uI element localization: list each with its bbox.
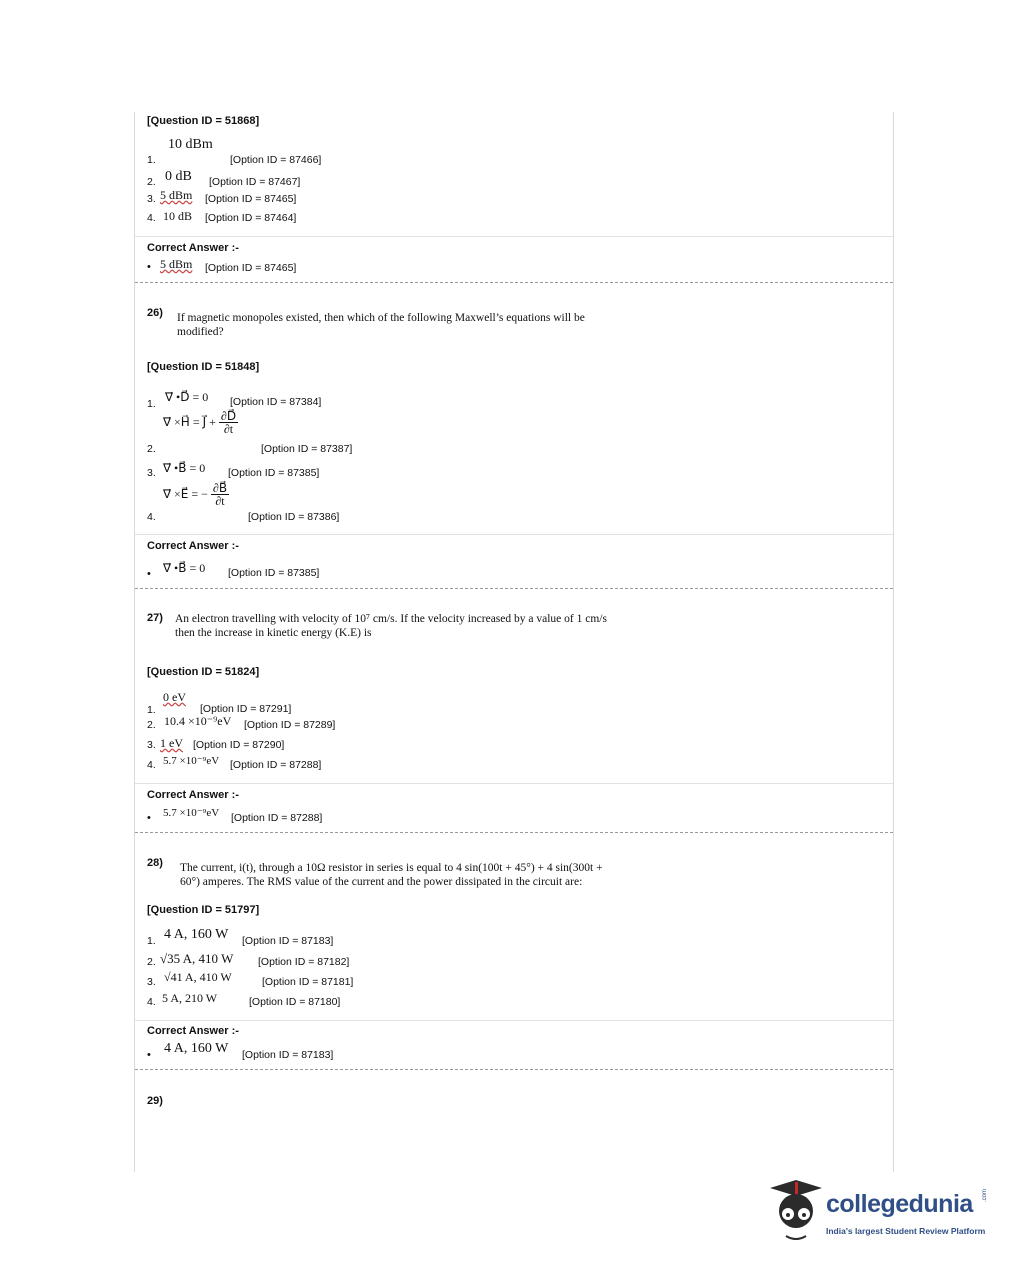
answer-value: 5.7 ×10⁻⁹eV bbox=[163, 807, 220, 819]
question-text: The current, i(t), through a 10Ω resistor in series is equal to 4 sin(100t + 45°) + 4 sin(300t + 60°) amperes. The RMS value of the current and the power dissipated in the circuit are: bbox=[180, 862, 603, 888]
brand-suffix: .com bbox=[982, 1188, 988, 1202]
option-2-num: 2. bbox=[147, 719, 156, 731]
option-4-id: [Option ID = 87464] bbox=[205, 212, 297, 224]
question-text: An electron travelling with velocity of 10⁷ cm/s. If the velocity increased by a value of 1 cm/s then the increase in kinetic energy (K.E) is bbox=[175, 613, 607, 639]
option-4-value: 5 A, 210 W bbox=[162, 991, 218, 1005]
option-2-id: [Option ID = 87467] bbox=[209, 176, 301, 188]
correct-answer-label: Correct Answer :- bbox=[147, 789, 239, 801]
question-number: 28) bbox=[147, 857, 163, 869]
correct-answer-label: Correct Answer :- bbox=[147, 540, 239, 552]
question-number: 27) bbox=[147, 612, 163, 624]
correct-answer-label: Correct Answer :- bbox=[147, 1025, 239, 1037]
option-1-value: ∇⃗ •D⃗ = 0 bbox=[165, 390, 209, 404]
answer-value: 4 A, 160 W bbox=[164, 1041, 229, 1056]
option-4-id: [Option ID = 87180] bbox=[249, 996, 341, 1008]
option-2-id: [Option ID = 87182] bbox=[258, 956, 350, 968]
option-4-id: [Option ID = 87288] bbox=[230, 759, 322, 771]
option-1-value: 0 eV bbox=[163, 690, 186, 704]
option-2-num: 2. bbox=[147, 176, 156, 188]
exam-page bbox=[134, 112, 894, 1172]
option-1-num: 1. bbox=[147, 704, 156, 716]
question-text: If magnetic monopoles existed, then which of the following Maxwell’s equations will be modified? bbox=[177, 312, 585, 338]
option-3-num: 3. bbox=[147, 976, 156, 988]
option-2-value: ∇⃗ ×H⃗ = J⃗ + $\frac{\partial D⃗}{\partial t}$ bbox=[163, 409, 237, 436]
option-1-num: 1. bbox=[147, 398, 156, 410]
option-1-id: [Option ID = 87183] bbox=[242, 935, 334, 947]
option-4-id: [Option ID = 87386] bbox=[248, 511, 340, 523]
answer-id: [Option ID = 87465] bbox=[205, 262, 297, 274]
option-4-value: 5.7 ×10⁻⁹eV bbox=[163, 755, 220, 767]
option-3-num: 3. bbox=[147, 467, 156, 479]
answer-value: ∇⃗ •B⃗ = 0 bbox=[163, 561, 206, 575]
option-3-value: ∇⃗ •B⃗ = 0 bbox=[163, 461, 206, 475]
option-3-num: 3. bbox=[147, 193, 156, 205]
option-2-num: 2. bbox=[147, 443, 156, 455]
option-3-value: 5 dBm bbox=[160, 188, 193, 202]
question-id-51868: [Question ID = 51868] bbox=[147, 115, 260, 127]
option-4-num: 4. bbox=[147, 212, 156, 224]
option-4-value: ∇⃗ ×E⃗ = − $\frac{\partial B⃗}{\partial t}$ bbox=[163, 481, 228, 508]
answer-bullet: • bbox=[147, 1049, 151, 1061]
option-4-num: 4. bbox=[147, 996, 156, 1008]
question-number: 29) bbox=[147, 1095, 163, 1107]
answer-value: 5 dBm bbox=[160, 257, 193, 271]
brand-name: collegedunia bbox=[826, 1190, 973, 1218]
option-2-id: [Option ID = 87289] bbox=[244, 719, 336, 731]
option-1-num: 1. bbox=[147, 935, 156, 947]
option-3-id: [Option ID = 87385] bbox=[228, 467, 320, 479]
option-4-value: 10 dB bbox=[163, 209, 193, 223]
option-3-num: 3. bbox=[147, 739, 156, 751]
answer-id: [Option ID = 87385] bbox=[228, 567, 320, 579]
answer-id: [Option ID = 87183] bbox=[242, 1049, 334, 1061]
option-3-value: 1 eV bbox=[160, 736, 183, 750]
option-3-id: [Option ID = 87465] bbox=[205, 193, 297, 205]
option-4-num: 4. bbox=[147, 759, 156, 771]
option-2-value: 0 dB bbox=[165, 169, 192, 184]
option-1-value: 4 A, 160 W bbox=[164, 927, 229, 942]
option-2-id: [Option ID = 87387] bbox=[261, 443, 353, 455]
answer-bullet: • bbox=[147, 261, 151, 273]
answer-bullet: • bbox=[147, 812, 151, 824]
correct-answer-label: Correct Answer :- bbox=[147, 242, 239, 254]
answer-bullet: • bbox=[147, 568, 151, 580]
option-2-value: 10.4 ×10⁻⁹eV bbox=[164, 714, 232, 728]
mascot-icon bbox=[766, 1178, 826, 1244]
answer-id: [Option ID = 87288] bbox=[231, 812, 323, 824]
question-id-51824: [Question ID = 51824] bbox=[147, 666, 260, 678]
option-1-id: [Option ID = 87466] bbox=[230, 154, 322, 166]
question-number: 26) bbox=[147, 307, 163, 319]
option-3-id: [Option ID = 87290] bbox=[193, 739, 285, 751]
question-id-51848: [Question ID = 51848] bbox=[147, 361, 260, 373]
option-1-value: 10 dBm bbox=[168, 137, 213, 152]
option-2-num: 2. bbox=[147, 956, 156, 968]
question-id-51797: [Question ID = 51797] bbox=[147, 904, 260, 916]
option-3-value: √41 A, 410 W bbox=[164, 970, 232, 984]
option-3-id: [Option ID = 87181] bbox=[262, 976, 354, 988]
option-4-num: 4. bbox=[147, 511, 156, 523]
option-1-num: 1. bbox=[147, 154, 156, 166]
option-2-value: √35 A, 410 W bbox=[160, 951, 234, 966]
option-1-id: [Option ID = 87384] bbox=[230, 396, 322, 408]
option-1-id: [Option ID = 87291] bbox=[200, 703, 292, 715]
brand-tagline: India's largest Student Review Platform bbox=[826, 1226, 986, 1236]
